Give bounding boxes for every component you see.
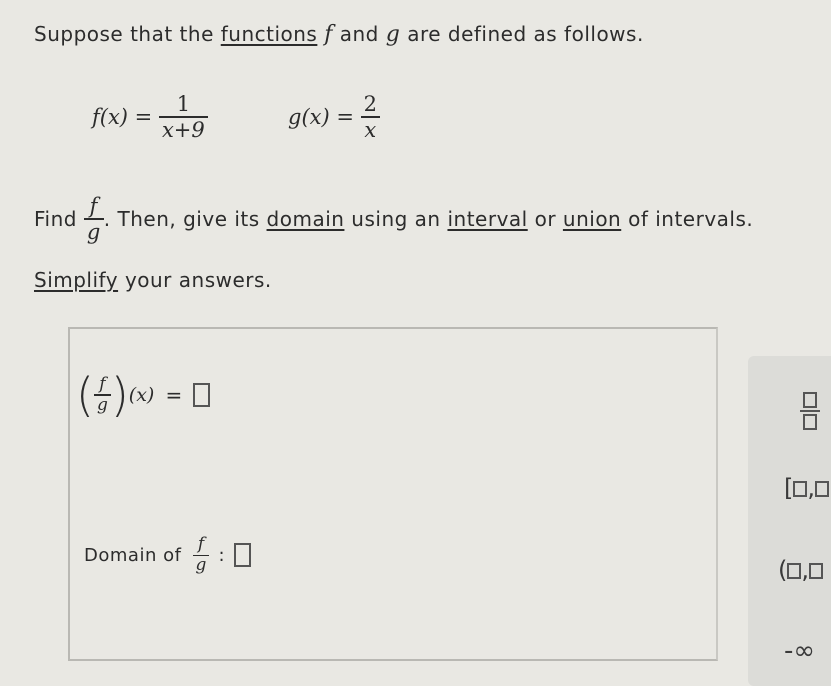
find-text-4: of intervals.	[628, 206, 754, 231]
quotient-answer-row	[76, 368, 210, 422]
find-frac-den: g	[86, 219, 101, 244]
quotient-num: f	[99, 373, 106, 394]
quotient-arg: (x)	[128, 384, 155, 406]
g-def-numerator: 2	[363, 92, 378, 116]
left-bracket: [	[784, 474, 794, 502]
var-g: g	[385, 22, 401, 47]
right-paren: )	[110, 368, 129, 422]
domain-frac-num: f	[197, 534, 205, 554]
g-def-fraction	[361, 92, 380, 142]
domain-label: Domain of	[84, 544, 182, 566]
find-text-3: or	[534, 206, 557, 231]
equals-sign: =	[165, 383, 183, 407]
left-paren: (	[76, 368, 94, 422]
fraction-bar-icon	[800, 410, 820, 412]
numerator-slot-icon	[803, 392, 817, 408]
find-frac-num: f	[89, 194, 98, 218]
quotient-fraction	[94, 375, 111, 416]
find-text-2: using an	[351, 206, 441, 231]
domain-answer-row	[84, 535, 251, 576]
domain-frac-den: g	[195, 555, 207, 576]
negative-infinity-icon: -∞	[784, 636, 816, 666]
simplify-text: your answers.	[124, 268, 272, 292]
quotient-den: g	[96, 394, 108, 415]
slot-icon	[787, 563, 801, 579]
g-definition	[288, 92, 380, 142]
domain-link[interactable]: domain	[266, 206, 345, 231]
slot-icon	[809, 563, 823, 579]
f-def-numerator: 1	[176, 92, 191, 116]
slot-icon	[793, 481, 807, 497]
domain-fraction	[193, 535, 210, 576]
intro-sentence	[34, 22, 644, 47]
f-def-lhs: f(x) =	[92, 105, 153, 130]
find-fraction	[84, 194, 104, 244]
f-def-denominator: x+9	[161, 118, 205, 143]
functions-link[interactable]: functions	[220, 22, 318, 46]
comma: ,	[807, 474, 816, 502]
g-def-denominator: x	[364, 118, 377, 143]
denominator-slot-icon	[803, 414, 817, 430]
intro-after: are defined as follows.	[407, 22, 644, 46]
union-link[interactable]: union	[562, 206, 622, 231]
fraction-template-key[interactable]	[800, 392, 820, 430]
intro-and: and	[339, 22, 379, 46]
intro-text: Suppose that the	[34, 22, 214, 46]
closed-interval-key[interactable]	[784, 474, 829, 502]
g-def-lhs: g(x) =	[288, 105, 354, 130]
find-label: Find	[34, 206, 77, 231]
slot-icon	[815, 481, 829, 497]
find-instruction	[34, 194, 753, 244]
left-paren-key: (	[778, 556, 788, 584]
interval-link[interactable]: interval	[447, 206, 528, 231]
simplify-link[interactable]: Simplify	[34, 268, 119, 292]
quotient-answer-input[interactable]	[193, 383, 210, 407]
domain-answer-input[interactable]	[234, 543, 251, 567]
f-def-fraction	[159, 92, 208, 142]
half-open-interval-key[interactable]	[778, 556, 823, 584]
negative-infinity-key[interactable]	[784, 636, 815, 666]
simplify-instruction	[34, 268, 272, 292]
domain-colon: :	[218, 544, 225, 566]
var-f: f	[324, 22, 333, 47]
find-text-1: . Then, give its	[103, 206, 260, 231]
f-definition	[92, 92, 208, 142]
comma: ,	[801, 556, 810, 584]
